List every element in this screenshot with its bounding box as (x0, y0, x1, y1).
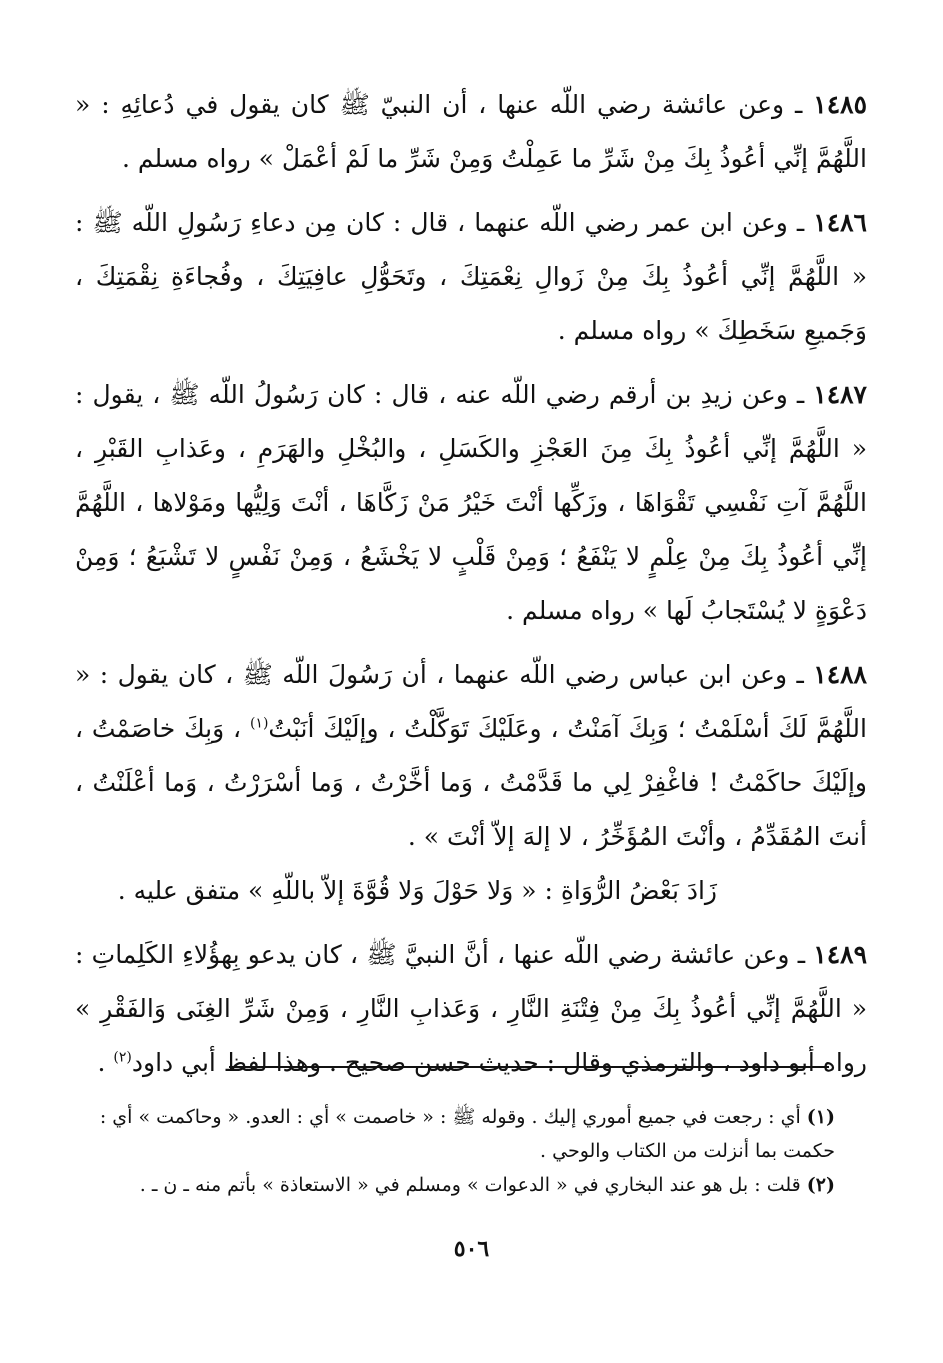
footnotes (83, 1100, 835, 1202)
page-body (75, 78, 867, 1100)
hadith-text: ـ وعن عائشة رضي اللّه عنها ، أن النبيّ ﷺ كان يقول في دُعائِهِ : « اللَّهُمَّ إنِّي أعُوذُ بِكَ مِنْ شَرِّ ما عَمِلْتُ وَمِنْ شَرِّ ما لَمْ أعْمَلْ » رواه مسلم . (75, 90, 867, 173)
footnote-text: أي : رجعت في جميع أموري إليك . وقوله ﷺ : « خاصمت » أي : العدو. « وحاكمت » أي : حكمت بما أنزلت من الكتاب والوحي . (99, 1106, 835, 1162)
hadith-text: ـ وعن عائشة رضي اللّه عنها ، أنَّ النبيَّ ﷺ ، كان يدعو بِهؤُلاءِ الكَلِماتِ : « اللَّهُمَّ إنِّي أعُوذُ بِكَ مِنْ فِتْنَةِ النَّارِ ، وَعَذابِ النَّارِ ، وَمِنْ شَرِّ الغِنَى وَالفَقْرِ » رواه أبو داود ، والترمذي وقال : حديث حسن صحيح . وهذا لفظ أبي داود (75, 940, 867, 1077)
hadith-1488-addition: زَادَ بَعْضُ الرُّوَاةِ : « وَلا حَوْلَ وَلا قُوَّةَ إلاّ باللّهِ » متفق عليه . (117, 876, 717, 905)
footnote-1 (83, 1100, 835, 1168)
footnote-2 (83, 1168, 835, 1202)
footnote-number: (٢) (806, 1174, 835, 1196)
footnote-divider (229, 1066, 829, 1068)
hadith-1485 (75, 78, 867, 186)
hadith-number: ١٤٨٩ (813, 940, 867, 969)
hadith-number: ١٤٨٨ (813, 660, 867, 689)
hadith-number: ١٤٨٥ (813, 90, 867, 119)
hadith-number: ١٤٨٧ (813, 380, 867, 409)
hadith-text: ـ وعن زيدِ بن أرقم رضي اللّه عنه ، قال : كان رَسُولُ اللّه ﷺ ، يقول : « اللَّهُمَّ إنِّي أعُوذُ بِكَ مِنَ العَجْزِ والكَسَلِ ، والبُخْلِ والهَرَمِ ، وعَذابِ القَبْرِ ، اللَّهُمَّ آتِ نَفْسِي تَقْوَاهَا ، وزَكِّها أنْتَ خَيْرُ مَنْ زَكَّاهَا ، أنْتَ وَلِيُّها ومَوْلاها ، اللَّهُمَّ إنِّي أعُوذُ بِكَ مِنْ عِلْمٍ لا يَنْفَعُ ؛ وَمِنْ قَلْبٍ لا يَخْشَعُ ، وَمِنْ نَفْسٍ لا تَشْبَعُ ؛ وَمِنْ دَعْوَةٍ لا يُسْتَجابُ لَها » رواه مسلم . (75, 380, 867, 625)
footnote-ref-2[interactable]: (٢) (113, 1049, 132, 1066)
hadith-1488 (75, 648, 867, 864)
hadith-1486 (75, 196, 867, 358)
footnote-ref-1[interactable]: (١) (249, 715, 269, 732)
hadith-number: ١٤٨٦ (813, 208, 867, 237)
page-number: ٥٠٦ (453, 1236, 490, 1262)
hadith-text: ـ وعن ابن عمر رضي اللّه عنهما ، قال : كان مِن دعاءِ رَسُولِ اللّه ﷺ : « اللَّهُمَّ إنِّي أعُوذُ بِكَ مِنْ زَوالِ نِعْمَتِكَ ، وتَحَوُّلِ عافِيَتِكَ ، وفُجاءَةِ نِقْمَتِكَ ، وَجَميعِ سَخَطِكَ » رواه مسلم . (75, 208, 867, 345)
footnote-number: (١) (806, 1106, 835, 1128)
hadith-1487 (75, 368, 867, 638)
hadith-text-continued: ، وَبِكَ خاصَمْتُ ، وإلَيْكَ حاكَمْتُ ! فاغْفِرْ لِي ما قَدَّمْتُ ، وَما أخَّرْتُ ، وَما أسْرَرْتُ ، وَما أعْلَنْتُ ، أنتَ المُقَدِّمُ ، وأنْتَ المُؤَخِّرُ ، لا إلهَ إلاّ أنْتَ » . (75, 714, 867, 851)
hadith-text: ـ وعن ابن عباس رضي اللّه عنهما ، أن رَسُولَ اللّه ﷺ ، كان يقول : « اللَّهُمَّ لَكَ أسْلَمْتُ ؛ وَبِكَ آمَنْتُ ، وعَلَيْكَ تَوَكَّلْتُ ، وإلَيْكَ أنَبْتُ (75, 660, 867, 743)
hadith-text-continued: . (97, 1048, 114, 1077)
footnote-text: قلت : بل هو عند البخاري في « الدعوات » ومسلم في « الاستعاذة » بأتم منه ـ ن ـ . (139, 1174, 801, 1196)
